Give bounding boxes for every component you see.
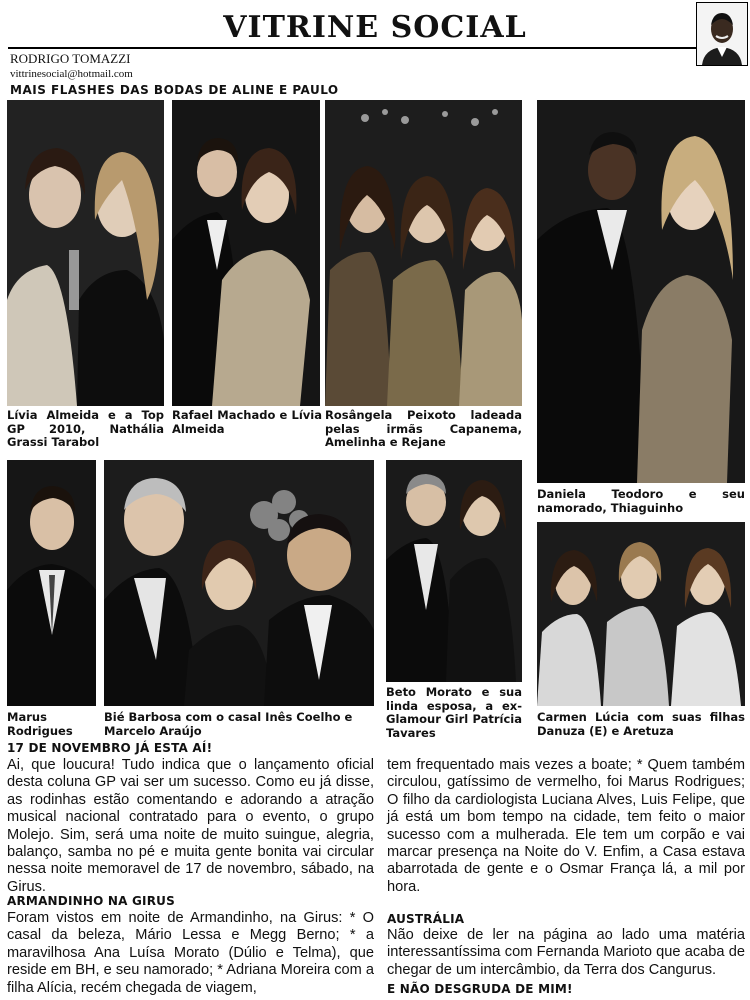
heading-nao-desgruda: E NÃO DESGRUDA DE MIM! [387, 982, 573, 996]
paragraph-17-novembro: Ai, que loucura! Tudo indica que o lançamento oficial desta coluna GP vai ser um sucesso. Como eu já disse, as rodinhas estão comentando e adorando a atração musical nacional contratado para o evento, o grupo Molejo. Sim, será uma noite de muito suingue, alegria, balanço, samba no pé e muita gente bonita vai circular nessa noite memoravel de 17 de novembro, sábado, na Girus. [7, 757, 374, 895]
heading-armandinho: ARMANDINHO NA GIRUS [7, 894, 175, 908]
photo-beto-patricia [386, 460, 522, 682]
photo-marus [7, 460, 96, 706]
caption-photo-3: Rosângela Peixoto ladeada pelas irmãs Capanema, Amelinha e Rejane [325, 408, 522, 449]
photo-carmen-danuza-aretuza [537, 522, 745, 706]
author-name: RODRIGO TOMAZZI [10, 51, 131, 66]
heading-17-novembro: 17 DE NOVEMBRO JÁ ESTA AÍ! [7, 741, 213, 755]
column-title: VITRINE SOCIAL [223, 10, 527, 45]
photo-bie-ines-marcelo [104, 460, 374, 706]
photo-rafael-livia [172, 100, 320, 406]
caption-photo-7: Beto Morato e sua linda esposa, a ex-Glamour Girl Patrícia Tavares [386, 685, 522, 740]
caption-photo-4: Daniela Teodoro e seu namorado, Thiaguinho [537, 487, 745, 515]
columnist-portrait [696, 2, 748, 66]
caption-photo-8: Carmen Lúcia com suas filhas Danuza (E) e Aretuza [537, 710, 745, 738]
photo-daniela-thiaguinho [537, 100, 745, 483]
photo-rosangela-sisters [325, 100, 522, 406]
photo-livia-nathalia [7, 100, 164, 406]
heading-australia: AUSTRÁLIA [387, 912, 465, 926]
paragraph-armandinho: Foram vistos em noite de Armandinho, na Girus: * O casal da beleza, Mário Lessa e Megg Berno; * a maravilhosa Ana Luísa Morato (Dúlio e Telma), que reside em BH, e seu namorado; * Adriana Moreira com a filha Alícia, recém chegada de viagem, [7, 910, 374, 996]
paragraph-australia: Não deixe de ler na página ao lado uma matéria interessantíssima com Fernanda Marioto que acaba de chegar de um intercâmbio, da Terra dos Cangurus. [387, 927, 745, 978]
caption-photo-6: Bié Barbosa com o casal Inês Coelho e Marcelo Araújo [104, 710, 353, 738]
paragraph-armandinho-continued: tem frequentado mais vezes a boate; * Quem também circulou, gatíssimo de vermelho, foi Marus Rodrigues; O filho da cardiologista Luciana Alves, Luis Felipe, que já está um bom tempo na cidade, tem feito o maior sucesso com a mulherada. Ele tem um corpão e vai marcar presença na Noite do V. Enfim, a Casa estava abarrotada de gente e o Osmar França lá, a mil por hora. [387, 757, 745, 895]
caption-photo-2: Rafael Machado e Lívia Almeida [172, 408, 322, 436]
header-rule [8, 47, 696, 49]
caption-photo-5: Marus Rodrigues [7, 710, 73, 738]
section-heading: MAIS FLASHES DAS BODAS DE ALINE E PAULO [10, 83, 339, 97]
author-email[interactable]: vittrinesocial@hotmail.com [10, 68, 133, 80]
caption-photo-1: Lívia Almeida e a Top GP 2010, Nathália Grassi Tarabol [7, 408, 164, 449]
